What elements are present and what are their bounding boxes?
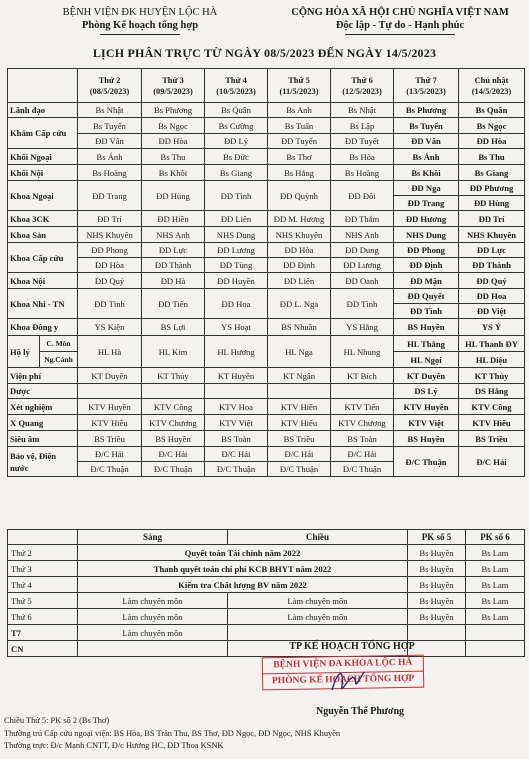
- duty-cell: ĐD Phong: [78, 243, 142, 258]
- morning-cell: Làm chuyên môn: [78, 609, 228, 625]
- row-label: Viện phí: [8, 368, 78, 384]
- duty-cell: ĐD Hùng: [142, 181, 205, 211]
- duty-cell: [142, 384, 205, 399]
- duty-cell: ĐD Hùng: [459, 196, 525, 211]
- duty-cell: ĐD Lực: [459, 243, 525, 258]
- stamp-line-department: PHÒNG KẾ HOẠCH TỔNG HỢP: [271, 673, 415, 687]
- duty-cell: ĐD Thắm: [331, 211, 394, 227]
- duty-cell: Bs Khôi: [142, 165, 205, 181]
- clinic-cell: Bs Lam: [466, 577, 525, 593]
- duty-cell: Bs Ngọc: [459, 118, 525, 134]
- row-label: Bảo vệ, Điện nước: [8, 447, 78, 477]
- table-row: [8, 273, 525, 289]
- duty-cell: YS Hoạt: [205, 319, 268, 336]
- duty-cell: Đ/C Hải: [78, 447, 142, 462]
- duty-cell: KTV Việt: [394, 415, 459, 431]
- duty-cell: KT Huyền: [205, 368, 268, 384]
- table-row: [8, 103, 525, 118]
- duty-cell: ĐD Hoa: [205, 289, 268, 319]
- row-label: X Quang: [8, 415, 78, 431]
- duty-cell: ĐD Tùng: [205, 258, 268, 273]
- duty-cell: NHS Dung: [205, 227, 268, 243]
- clinic-cell: Bs Huyền: [408, 593, 466, 609]
- duty-cell: Bs Anh: [268, 103, 331, 118]
- duty-cell: ĐD Trí: [459, 211, 525, 227]
- day-header: Thứ 7 (13/5/2023): [394, 69, 459, 103]
- duty-cell: [268, 384, 331, 399]
- day-header: Thứ 4 (10/5/2023): [205, 69, 268, 103]
- day-label: Thứ 3: [8, 561, 78, 577]
- duty-cell: BS Huyền: [394, 319, 459, 336]
- duty-cell: BS Toàn: [331, 431, 394, 447]
- afternoon-cell: [228, 625, 408, 641]
- page-title: LỊCH PHÂN TRỰC TỪ NGÀY 08/5/2023 ĐẾN NGÀY 14/5/2023: [92, 46, 437, 60]
- duty-cell: Bs Hoàng: [331, 165, 394, 181]
- day-header: Thứ 3 (09/5/2023): [142, 69, 205, 103]
- duty-cell: BS Nhuần: [268, 319, 331, 336]
- row-label: Khoa Sản: [8, 227, 78, 243]
- duty-cell: HL Diệu: [459, 352, 525, 368]
- duty-cell: ĐD Thành: [459, 258, 525, 273]
- day-label: Thứ 6: [8, 609, 78, 625]
- hospital-name: BỆNH VIỆN ĐK HUYỆN LỘC HÀ: [62, 7, 218, 18]
- duty-cell: ĐD Trang: [78, 181, 142, 211]
- stamp-line-hospital: BỆNH VIỆN ĐA KHOA LỘC HÀ: [263, 656, 423, 675]
- task-cell: Kiểm tra Chất lượng BV năm 2022: [78, 577, 408, 593]
- duty-cell: KTV Chương: [142, 415, 205, 431]
- signer-name: Nguyễn Thế Phương: [315, 706, 405, 717]
- clinic6-header: PK số 6: [466, 530, 525, 545]
- duty-cell: Bs Nhật: [331, 103, 394, 118]
- duty-cell: ĐD Việt: [459, 304, 525, 319]
- duty-cell: ĐD Phong: [394, 243, 459, 258]
- table-row: [8, 336, 525, 352]
- duty-cell: ĐD Lương: [205, 243, 268, 258]
- duty-cell: Bs Ánh: [394, 149, 459, 165]
- duty-cell: YS Kiện: [78, 319, 142, 336]
- afternoon-cell: Làm chuyên môn: [228, 609, 408, 625]
- table-row: [8, 609, 525, 625]
- duty-cell: ĐD Định: [268, 258, 331, 273]
- table-row: [8, 165, 525, 181]
- duty-cell: Bs Phương: [394, 103, 459, 118]
- day-label: Thứ 2: [8, 545, 78, 561]
- duty-cell: ĐD Huyền: [205, 273, 268, 289]
- week-header-row: [8, 530, 525, 545]
- table-row: [8, 134, 525, 149]
- duty-cell: Đ/C Thuận: [78, 462, 142, 477]
- duty-cell: ĐD Mận: [394, 273, 459, 289]
- duty-cell: KT Duyên: [394, 368, 459, 384]
- task-cell: Quyết toán Tài chính năm 2022: [78, 545, 408, 561]
- duty-cell: HL Ngọi: [394, 352, 459, 368]
- afternoon-header: Chiều: [228, 530, 408, 545]
- duty-cell: NHS Anh: [331, 227, 394, 243]
- duty-cell: KT Thủy: [142, 368, 205, 384]
- duty-cell: ĐD Hiền: [142, 211, 205, 227]
- note-line: Chiều Thứ 5: PK số 2 (Bs Thơ): [4, 716, 110, 725]
- sub-label: Ng.Cảnh: [40, 352, 78, 368]
- row-label: Lãnh đạo: [8, 103, 78, 118]
- duty-cell: ĐD Vân: [78, 134, 142, 149]
- table-row: [8, 149, 525, 165]
- table-row: [8, 211, 525, 227]
- duty-cell: BS Huyền: [394, 431, 459, 447]
- duty-cell: ĐD Trang: [394, 196, 459, 211]
- duty-cell: ĐD M. Hương: [268, 211, 331, 227]
- duty-cell: KTV Tiến: [331, 399, 394, 415]
- duty-cell: NHS Khuyên: [459, 227, 525, 243]
- clinic-cell: Bs Huyền: [408, 561, 466, 577]
- duty-cell: KTV Hiền: [268, 399, 331, 415]
- duty-cell: ĐD Quý: [459, 273, 525, 289]
- duty-cell: KT Bích: [331, 368, 394, 384]
- duty-cell: NHS Khuyên: [268, 227, 331, 243]
- duty-cell: NHS Khuyên: [78, 227, 142, 243]
- duty-cell: ĐD Hòa: [142, 134, 205, 149]
- table-row: [8, 319, 525, 336]
- duty-cell: Đ/C Thuận: [268, 462, 331, 477]
- duty-cell: [331, 384, 394, 399]
- duty-cell: HL Thanh ĐY: [459, 336, 525, 352]
- duty-cell: Bs Nhật: [78, 103, 142, 118]
- hospital-header: [40, 6, 240, 32]
- duty-cell: [205, 384, 268, 399]
- duty-cell: Bs Ngọc: [142, 118, 205, 134]
- day-header: Thứ 2 (08/5/2023): [78, 69, 142, 103]
- header-left-rule: [100, 34, 180, 35]
- clinic-cell: Bs Huyền: [408, 545, 466, 561]
- national-header: [270, 6, 529, 32]
- table-row: [8, 447, 525, 462]
- task-cell: Thanh quyết toán chi phí KCB BHYT năm 2022: [78, 561, 408, 577]
- duty-cell: ĐD Hòa: [459, 134, 525, 149]
- header-right-rule: [345, 34, 455, 35]
- row-label: Khoa 3CK: [8, 211, 78, 227]
- row-label: Khoa Ngoại: [8, 181, 78, 211]
- duty-cell: ĐD Lương: [331, 258, 394, 273]
- duty-cell: Bs Khôi: [394, 165, 459, 181]
- morning-cell: Làm chuyên môn: [78, 593, 228, 609]
- table-row: [8, 181, 525, 196]
- table-row: [8, 577, 525, 593]
- table-row: [8, 593, 525, 609]
- duty-cell: ĐD Phương: [459, 181, 525, 196]
- duty-cell: Bs Phương: [142, 103, 205, 118]
- clinic-cell: [466, 641, 525, 657]
- duty-cell: ĐD Thành: [142, 258, 205, 273]
- duty-cell: Đ/C Thuận: [331, 462, 394, 477]
- duty-cell: Đ/C Hải: [205, 447, 268, 462]
- duty-cell: HL Nga: [268, 336, 331, 368]
- duty-cell: ĐD Hoa: [459, 289, 525, 304]
- row-label: Siêu âm: [8, 431, 78, 447]
- duty-cell: KT Ngân: [268, 368, 331, 384]
- row-label: Khoa Cấp cứu: [8, 243, 78, 273]
- duty-schedule-table: [7, 68, 525, 477]
- duty-cell: NHS Anh: [142, 227, 205, 243]
- duty-cell: ĐD Oanh: [331, 273, 394, 289]
- duty-cell: Đ/C Thuận: [394, 447, 459, 477]
- duty-cell: HL Hương: [205, 336, 268, 368]
- morning-cell: [78, 641, 228, 657]
- day-label: CN: [8, 641, 78, 657]
- duty-cell: KTV Chương: [331, 415, 394, 431]
- table-row: [8, 243, 525, 258]
- row-label: Khám Cấp cứu: [8, 118, 78, 149]
- duty-cell: ĐD Tình: [78, 289, 142, 319]
- duty-cell: KTV Hiếu: [459, 415, 525, 431]
- clinic-cell: Bs Lam: [466, 545, 525, 561]
- note-line: Thường trú Cấp cứu ngoại viện: BS Hòa, BS Trần Thu, BS Thơ, ĐD Ngọc, ĐD Ngọc, NHS Khuyên: [4, 728, 341, 738]
- corner-cell: [8, 69, 78, 103]
- duty-cell: KTV Hoa: [205, 399, 268, 415]
- duty-cell: ĐD Dung: [331, 243, 394, 258]
- day-label: T7: [8, 625, 78, 641]
- row-label: Khối Ngoại: [8, 149, 78, 165]
- clinic-cell: Bs Huyền: [408, 577, 466, 593]
- row-label: Khoa Nhi - TN: [8, 289, 78, 319]
- duty-cell: BS Toàn: [205, 431, 268, 447]
- table-row: [8, 227, 525, 243]
- duty-cell: ĐD Hòa: [268, 243, 331, 258]
- national-motto: Độc lập - Tự do - Hạnh phúc: [335, 20, 465, 31]
- duty-cell: BS Huyền: [142, 431, 205, 447]
- corner-cell: [8, 530, 78, 545]
- duty-cell: Bs Thơ: [268, 149, 331, 165]
- table-row: [8, 431, 525, 447]
- duty-cell: Bs Đức: [205, 149, 268, 165]
- row-label: Dược: [8, 384, 78, 399]
- note-line: Thường trực: Đ/c Mạnh CNTT, Đ/c Hương HC, ĐD Thoa KSNK: [4, 741, 224, 750]
- duty-cell: ĐD Tình: [205, 181, 268, 211]
- duty-cell: ĐD Tình: [394, 304, 459, 319]
- duty-cell: ĐD Quyết: [394, 289, 459, 304]
- duty-cell: ĐD Liên: [268, 273, 331, 289]
- duty-cell: Bs Giang: [205, 165, 268, 181]
- table-row: [8, 561, 525, 577]
- duty-cell: Bs Lập: [331, 118, 394, 134]
- duty-cell: YS Hằng: [331, 319, 394, 336]
- duty-cell: [78, 384, 142, 399]
- duty-cell: ĐD Đối: [331, 181, 394, 211]
- duty-cell: DS Lý: [394, 384, 459, 399]
- duty-cell: ĐD Tuyển: [268, 134, 331, 149]
- duty-cell: BS Triều: [268, 431, 331, 447]
- duty-cell: KT Duyên: [78, 368, 142, 384]
- day-label: Thứ 5: [8, 593, 78, 609]
- morning-header: Sáng: [78, 530, 228, 545]
- afternoon-cell: Làm chuyên môn: [228, 593, 408, 609]
- duty-cell: ĐD Liên: [205, 211, 268, 227]
- day-header-row: [8, 69, 525, 103]
- duty-cell: Bs Giang: [459, 165, 525, 181]
- duty-cell: KTV Hiếu: [268, 415, 331, 431]
- duty-cell: Đ/C Hải: [142, 447, 205, 462]
- table-row: [8, 368, 525, 384]
- duty-cell: ĐD Quý: [78, 273, 142, 289]
- row-label: Khoa Đông y: [8, 319, 78, 336]
- duty-cell: ĐD Trí: [78, 211, 142, 227]
- duty-cell: Bs Thu: [459, 149, 525, 165]
- duty-cell: KTV Công: [142, 399, 205, 415]
- duty-cell: ĐD Hà: [142, 273, 205, 289]
- clinic-cell: Bs Lam: [466, 561, 525, 577]
- clinic-cell: Bs Huyền: [408, 609, 466, 625]
- table-row: [8, 289, 525, 304]
- duty-cell: ĐD Nga: [394, 181, 459, 196]
- clinic-cell: Bs Lam: [466, 593, 525, 609]
- duty-cell: ĐD Định: [394, 258, 459, 273]
- duty-cell: ĐD Quỳnh: [268, 181, 331, 211]
- row-label: Xét nghiệm: [8, 399, 78, 415]
- footnotes: [4, 715, 340, 753]
- duty-cell: Đ/C Hải: [459, 447, 525, 477]
- duty-cell: Đ/C Thuận: [142, 462, 205, 477]
- duty-cell: NHS Dung: [394, 227, 459, 243]
- duty-cell: KTV Huyền: [78, 399, 142, 415]
- duty-cell: ĐD Tình: [331, 289, 394, 319]
- clinic-cell: [466, 625, 525, 641]
- duty-cell: DS Hằng: [459, 384, 525, 399]
- day-header: Chủ nhật (14/5/2023): [459, 69, 525, 103]
- duty-cell: Bs Ánh: [78, 149, 142, 165]
- duty-cell: Bs Tuyển: [394, 118, 459, 134]
- duty-cell: KTV Hiếu: [78, 415, 142, 431]
- duty-cell: ĐD Lực: [142, 243, 205, 258]
- signer-title: TP KẾ HOẠCH TỔNG HỢP: [289, 641, 415, 652]
- duty-cell: ĐD Tuyết: [331, 134, 394, 149]
- duty-cell: Bs Cường: [205, 118, 268, 134]
- duty-cell: ĐD Vân: [394, 134, 459, 149]
- row-label: Hộ lý: [8, 336, 40, 368]
- duty-cell: Đ/C Hải: [331, 447, 394, 462]
- table-row: [8, 415, 525, 431]
- duty-cell: HL Thắng: [394, 336, 459, 352]
- duty-cell: KTV Việt: [205, 415, 268, 431]
- sub-label: C. Môn: [40, 336, 78, 352]
- duty-cell: YS Ý: [459, 319, 525, 336]
- duty-cell: HL Kim: [142, 336, 205, 368]
- clinic-cell: Bs Lam: [466, 609, 525, 625]
- table-row: [8, 399, 525, 415]
- department-name: Phòng Kế hoạch tổng hợp: [81, 20, 199, 31]
- day-header: Thứ 5 (11/5/2023): [268, 69, 331, 103]
- duty-cell: BS Lợi: [142, 319, 205, 336]
- duty-cell: Bs Thu: [142, 149, 205, 165]
- morning-cell: Làm chuyên môn: [78, 625, 228, 641]
- duty-cell: Bs Tuyển: [78, 118, 142, 134]
- table-row: [8, 384, 525, 399]
- row-label: Khoa Nội: [8, 273, 78, 289]
- duty-cell: ĐD Hương: [394, 211, 459, 227]
- table-row: [8, 625, 525, 641]
- duty-cell: HL Hà: [78, 336, 142, 368]
- day-header: Thứ 6 (12/5/2023): [331, 69, 394, 103]
- duty-cell: ĐD Hòa: [78, 258, 142, 273]
- duty-cell: ĐD Tiến: [142, 289, 205, 319]
- weekly-task-table: [7, 529, 525, 657]
- table-row: [8, 118, 525, 134]
- clinic-cell: [408, 625, 466, 641]
- national-title: CỘNG HÒA XÃ HỘI CHỦ NGHĨA VIỆT NAM: [291, 7, 509, 18]
- duty-cell: Đ/C Thuận: [205, 462, 268, 477]
- table-row: [8, 258, 525, 273]
- duty-cell: Bs Quân: [205, 103, 268, 118]
- duty-cell: Bs Quân: [459, 103, 525, 118]
- duty-cell: Đ/C Hải: [268, 447, 331, 462]
- duty-cell: Bs Tuấn: [268, 118, 331, 134]
- day-label: Thứ 4: [8, 577, 78, 593]
- duty-cell: Bs Hoàng: [78, 165, 142, 181]
- duty-cell: Bs Hằng: [268, 165, 331, 181]
- duty-cell: ĐD Lý: [205, 134, 268, 149]
- duty-cell: KTV Huyền: [394, 399, 459, 415]
- duty-cell: ĐD L. Nga: [268, 289, 331, 319]
- duty-cell: Bs Hòa: [331, 149, 394, 165]
- duty-cell: BS Triều: [78, 431, 142, 447]
- table-row: [8, 545, 525, 561]
- duty-cell: KT Thủy: [459, 368, 525, 384]
- duty-cell: BS Triều: [459, 431, 525, 447]
- signature-mark: [328, 664, 368, 700]
- clinic5-header: PK số 5: [408, 530, 466, 545]
- row-label: Khối Nội: [8, 165, 78, 181]
- duty-cell: HL Nhung: [331, 336, 394, 368]
- duty-cell: KTV Công: [459, 399, 525, 415]
